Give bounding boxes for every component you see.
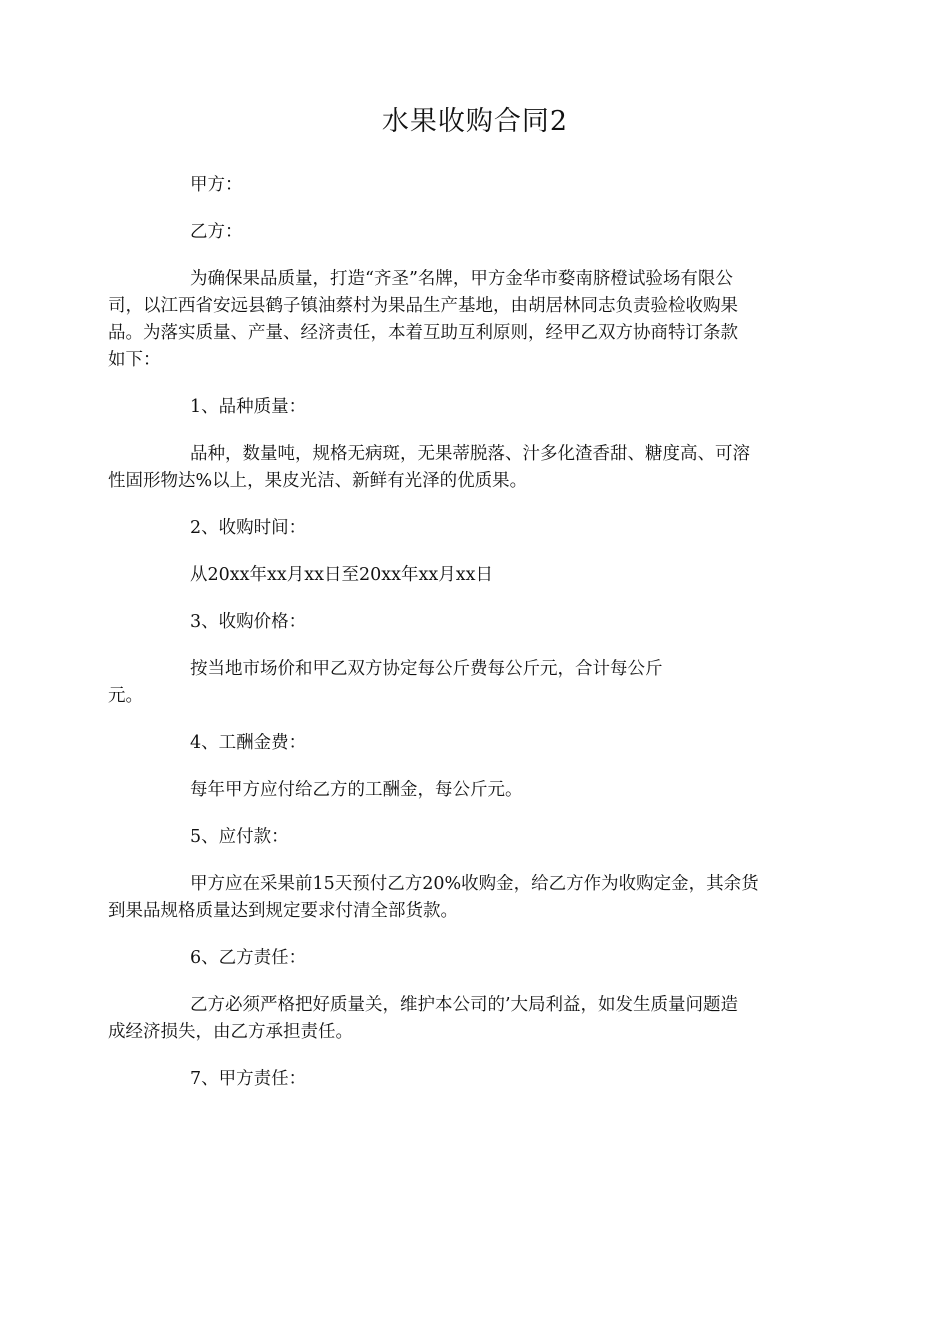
section-line: 按当地市场价和甲乙双方协定每公斤费每公斤元，合计每公斤 <box>190 659 663 679</box>
section-text-labor-fee <box>108 777 843 804</box>
section-text-variety-quality <box>108 441 843 495</box>
intro-line: 司，以江西省安远县鹤子镇油蔡村为果品生产基地，由胡居林同志负责验检收购果 <box>108 296 738 316</box>
section-heading-payables: 5、应付款： <box>190 827 289 847</box>
party-b-label: 乙方： <box>190 222 243 242</box>
section-text-purchase-time <box>108 562 843 589</box>
section-heading-party-a-responsibility: 7、甲方责任： <box>190 1069 307 1089</box>
section-text-purchase-price <box>108 656 843 710</box>
section-text-payables <box>108 871 843 925</box>
intro-line: 品。为落实质量、产量、经济责任，本着互助互利原则，经甲乙双方协商特订条款 <box>108 323 738 343</box>
section-line: 乙方必须严格把好质量关，维护本公司的’大局利益，如发生质量问题造 <box>190 995 739 1015</box>
intro-paragraph <box>108 266 843 374</box>
section-line: 成经济损失，由乙方承担责任。 <box>108 1022 353 1042</box>
party-a-label: 甲方： <box>190 175 243 195</box>
section-heading-variety-quality: 1、品种质量： <box>190 397 307 417</box>
intro-line: 为确保果品质量，打造“齐圣”名牌，甲方金华市婺南脐橙试验场有限公 <box>190 269 733 289</box>
section-line: 性固形物达%以上，果皮光洁、新鲜有光泽的优质果。 <box>108 471 528 491</box>
section-heading-party-b-responsibility: 6、乙方责任： <box>190 948 307 968</box>
intro-line: 如下： <box>108 350 161 370</box>
section-line: 从20xx年xx月xx日至20xx年xx月xx日 <box>190 565 493 585</box>
section-heading-purchase-price: 3、收购价格： <box>190 612 307 632</box>
section-line: 每年甲方应付给乙方的工酬金，每公斤元。 <box>190 780 523 800</box>
section-line: 元。 <box>108 686 143 706</box>
section-line: 品种，数量吨，规格无病斑，无果蒂脱落、汁多化渣香甜、糖度高、可溶 <box>190 444 750 464</box>
document-body <box>108 172 843 1113</box>
section-line: 甲方应在采果前15天预付乙方20%收购金，给乙方作为收购定金，其余货 <box>190 874 759 894</box>
section-heading-labor-fee: 4、工酬金费： <box>190 733 307 753</box>
section-line: 到果品规格质量达到规定要求付清全部货款。 <box>108 901 458 921</box>
section-text-party-b-responsibility <box>108 992 843 1046</box>
section-heading-purchase-time: 2、收购时间： <box>190 518 307 538</box>
document-title: 水果收购合同2 <box>381 106 569 137</box>
